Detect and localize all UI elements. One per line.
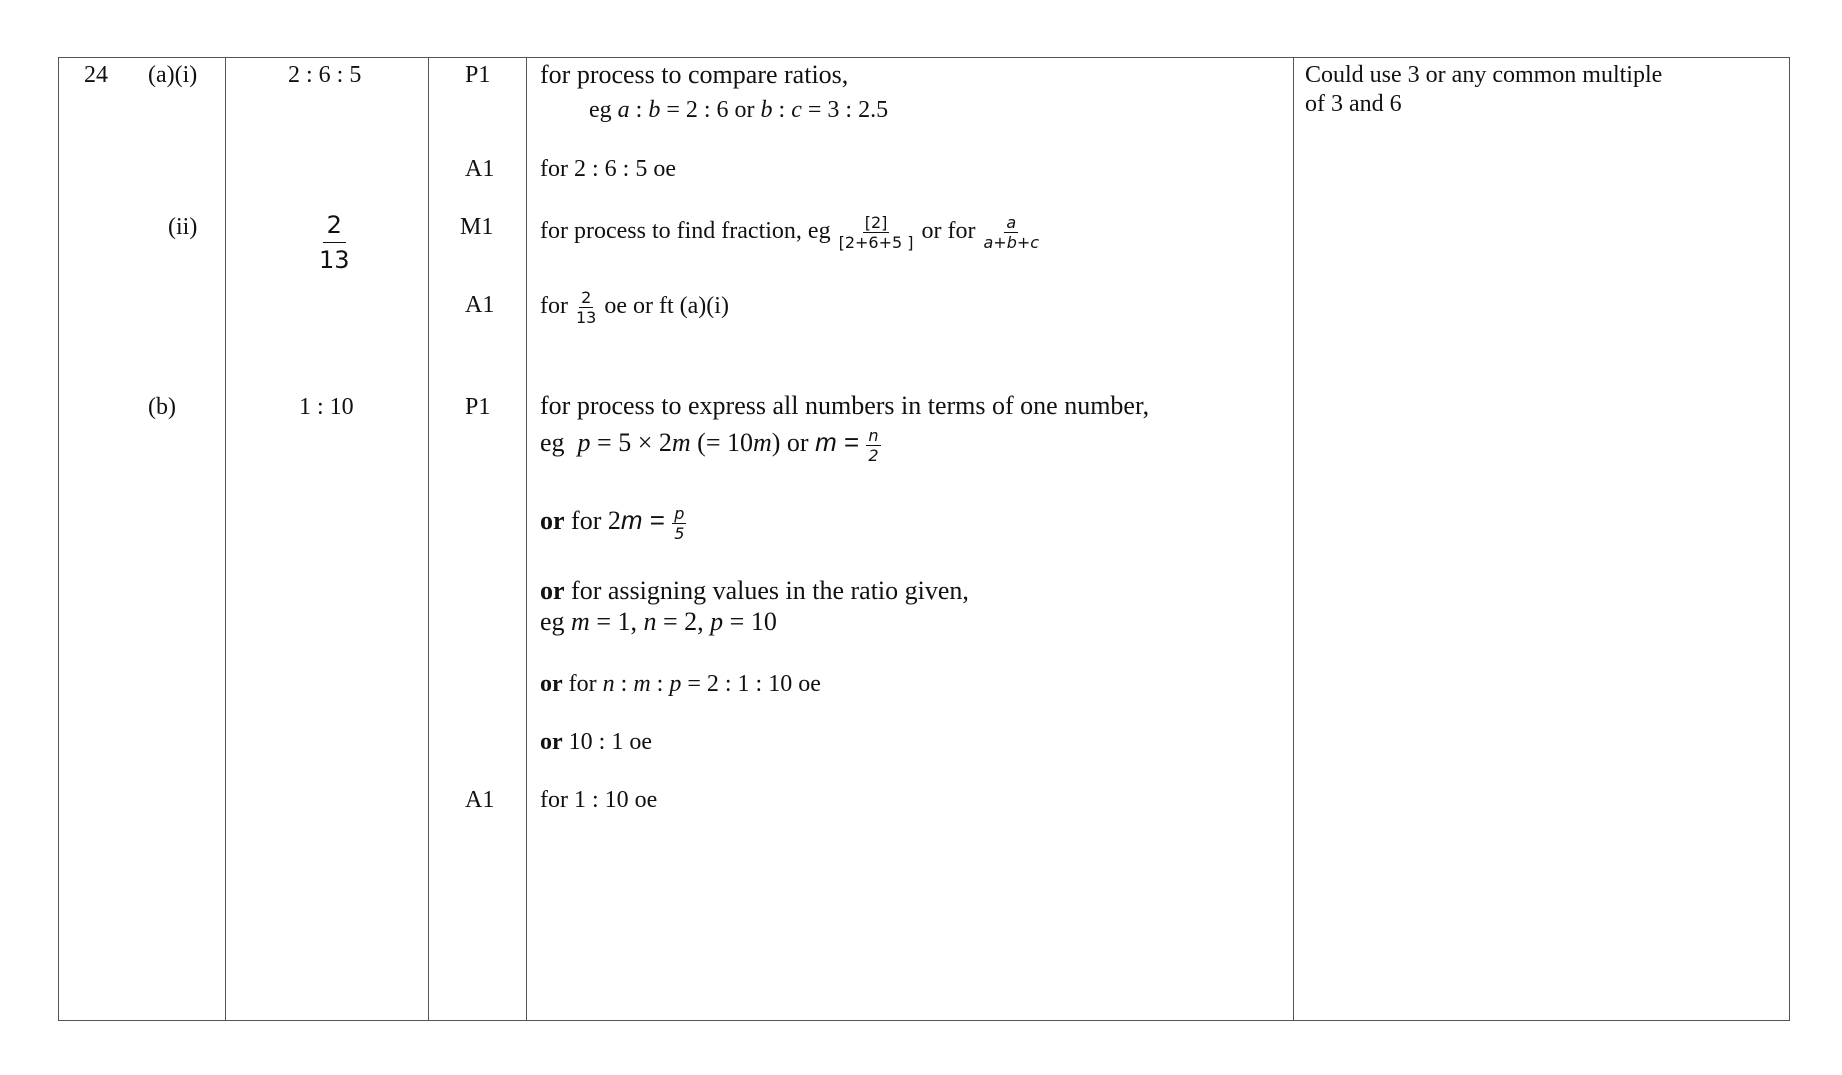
part-label-a-ii: (ii) — [168, 214, 198, 240]
guidance-b-alt2-line1: or for assigning values in the ratio given, — [540, 576, 969, 605]
guidance-a-ii-a1: for $\frac{2}{13}$ oe or ft (a)(i) — [540, 287, 729, 327]
guidance-b-a1: for 1 : 10 oe — [540, 787, 658, 813]
guidance-b-alt2-line2: eg m = 1, n = 2, p = 10 — [540, 607, 777, 636]
column-divider — [428, 58, 429, 1020]
notes-line1: Could use 3 or any common multiple — [1305, 62, 1663, 88]
guidance-b-alt1: or for 2m = $\frac{p}{5}$ — [540, 503, 685, 543]
answer-a-i: 2 : 6 : 5 — [288, 62, 362, 88]
guidance-a-i-p1-line1: for process to compare ratios, — [540, 60, 849, 89]
mark-scheme-table — [58, 57, 1790, 1021]
guidance-b-alt4: or 10 : 1 oe — [540, 729, 652, 755]
guidance-a-i-a1: for 2 : 6 : 5 oe — [540, 156, 676, 182]
guidance-b-alt3: or for n : m : p = 2 : 1 : 10 oe — [540, 671, 821, 697]
guidance-b-p1-expression: eg p = 5 × 2m (= 10m) or m = $\frac{n}{2}$ — [540, 425, 879, 465]
column-divider — [1293, 58, 1294, 1020]
mark-code-a-i-a1: A1 — [465, 156, 495, 182]
guidance-a-i-p1-line2: eg a : b = 2 : 6 or b : c = 3 : 2.5 — [589, 97, 889, 123]
mark-code-b-a1: A1 — [465, 787, 495, 813]
mark-code-a-i-p1: P1 — [465, 62, 491, 88]
question-number: 24 — [84, 62, 108, 88]
part-label-b: (b) — [148, 394, 176, 420]
answer-b: 1 : 10 — [299, 394, 354, 420]
answer-a-ii-fraction: $\frac{2}{13}$ — [319, 211, 350, 274]
column-divider — [526, 58, 527, 1020]
mark-code-a-ii-m1: M1 — [460, 214, 494, 240]
notes-line2: of 3 and 6 — [1305, 91, 1402, 117]
column-divider — [225, 58, 226, 1020]
guidance-b-p1-line1: for process to express all numbers in terms of one number, — [540, 391, 1150, 420]
guidance-a-ii-m1: for process to find fraction, eg $\frac{[2]}{[2+6+5 ]}$ or for $\frac{a}{a+b+c}$ — [540, 212, 1040, 252]
mark-code-b-p1: P1 — [465, 394, 491, 420]
part-label-a-i: (a)(i) — [148, 62, 198, 88]
mark-code-a-ii-a1: A1 — [465, 292, 495, 318]
